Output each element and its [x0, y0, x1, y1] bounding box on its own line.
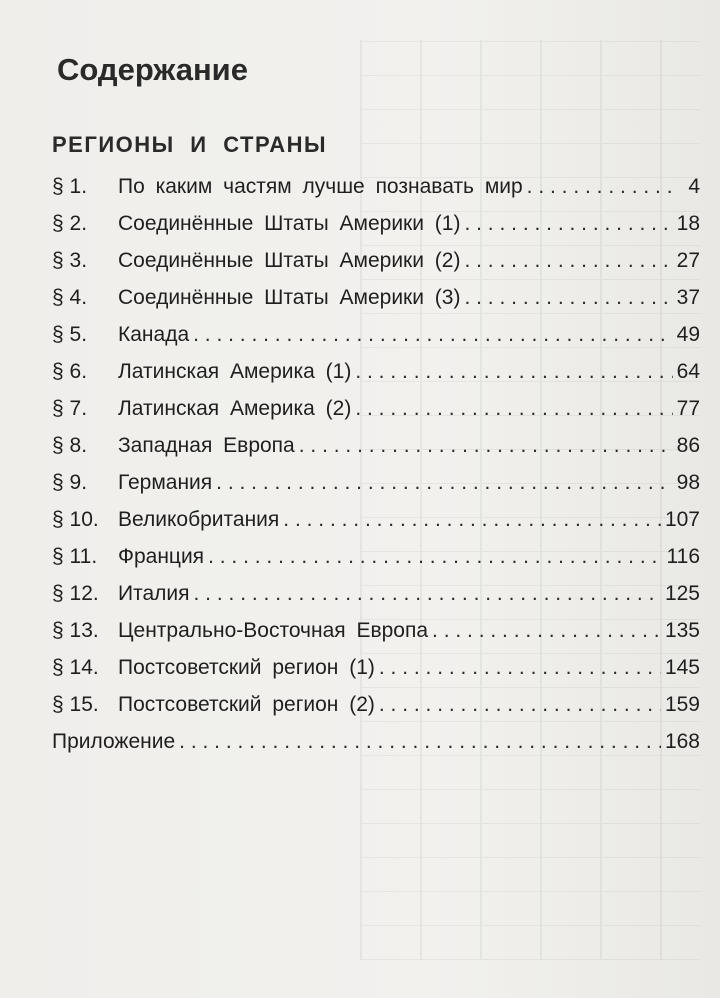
- entry-page: 49: [676, 323, 700, 346]
- dot-leader: [355, 390, 672, 427]
- toc-entry: [52, 168, 700, 205]
- entry-page: 27: [676, 249, 700, 272]
- toc-entry: [52, 390, 700, 427]
- entry-title: Постсоветский регион (2): [118, 693, 375, 716]
- entry-title: Италия: [118, 582, 190, 605]
- entry-page: 86: [676, 434, 700, 457]
- entry-page: 98: [676, 471, 700, 494]
- dot-leader: [464, 279, 672, 316]
- dot-leader: [179, 723, 661, 760]
- entry-title: Центрально-Восточная Европа: [118, 619, 429, 642]
- entry-page: 125: [664, 582, 700, 605]
- entry-number: § 12.: [52, 582, 99, 605]
- appendix-title: Приложение: [52, 730, 176, 753]
- dot-leader: [208, 538, 662, 575]
- entry-title: Германия: [118, 471, 213, 494]
- dot-leader: [194, 575, 661, 612]
- entry-title: Соединённые Штаты Америки (3): [118, 286, 461, 309]
- entry-title: Соединённые Штаты Америки (1): [118, 212, 461, 235]
- page-title: Содержание: [57, 52, 248, 87]
- entry-page: 159: [664, 693, 700, 716]
- entry-title: Латинская Америка (1): [118, 360, 352, 383]
- toc-entry: [52, 242, 700, 279]
- appendix-page: 168: [664, 730, 700, 753]
- toc-entry: [52, 612, 700, 649]
- entry-page: 135: [664, 619, 700, 642]
- entry-number: § 2.: [52, 212, 88, 235]
- dot-leader: [464, 205, 672, 242]
- entry-number: § 1.: [52, 175, 88, 198]
- entry-page: 18: [676, 212, 700, 235]
- entry-page: 107: [664, 508, 700, 531]
- toc-entry: [52, 427, 700, 464]
- entry-number: § 15.: [52, 693, 99, 716]
- dot-leader: [432, 612, 661, 649]
- table-of-contents: [52, 168, 700, 760]
- entry-title: Западная Европа: [118, 434, 295, 457]
- entry-title: Канада: [118, 323, 190, 346]
- entry-title: Латинская Америка (2): [118, 397, 352, 420]
- entry-page: 77: [676, 397, 700, 420]
- dot-leader: [379, 649, 661, 686]
- entry-title: Соединённые Штаты Америки (2): [118, 249, 461, 272]
- dot-leader: [379, 686, 661, 723]
- section-heading: РЕГИОНЫ И СТРАНЫ: [52, 132, 328, 157]
- entry-page: 116: [666, 545, 700, 568]
- toc-entry: [52, 575, 700, 612]
- entry-number: § 9.: [52, 471, 88, 494]
- entry-page: 145: [664, 656, 700, 679]
- entry-title: Франция: [118, 545, 205, 568]
- entry-title: По каким частям лучше познавать мир: [118, 175, 523, 198]
- entry-page: 64: [676, 360, 700, 383]
- toc-entry: [52, 316, 700, 353]
- toc-entry: [52, 279, 700, 316]
- entry-title: Постсоветский регион (1): [118, 656, 375, 679]
- dot-leader: [216, 464, 672, 501]
- entry-number: § 4.: [52, 286, 88, 309]
- entry-number: § 3.: [52, 249, 88, 272]
- toc-appendix: [52, 723, 700, 760]
- toc-entry: [52, 353, 700, 390]
- entry-number: § 7.: [52, 397, 88, 420]
- entry-number: § 8.: [52, 434, 88, 457]
- dot-leader: [299, 427, 673, 464]
- entry-number: § 13.: [52, 619, 99, 642]
- toc-entry: [52, 538, 700, 575]
- entry-number: § 6.: [52, 360, 88, 383]
- entry-number: § 5.: [52, 323, 88, 346]
- toc-entry: [52, 501, 700, 538]
- dot-leader: [283, 501, 661, 538]
- entry-number: § 11.: [52, 545, 98, 568]
- dot-leader: [355, 353, 672, 390]
- toc-entry: [52, 649, 700, 686]
- entry-page: 4: [688, 175, 700, 198]
- dot-leader: [464, 242, 672, 279]
- entry-number: § 14.: [52, 656, 99, 679]
- entry-page: 37: [676, 286, 700, 309]
- toc-entry: [52, 464, 700, 501]
- dot-leader: [193, 316, 673, 353]
- entry-number: § 10.: [52, 508, 99, 531]
- entry-title: Великобритания: [118, 508, 280, 531]
- dot-leader: [527, 168, 674, 205]
- toc-entry: [52, 686, 700, 723]
- toc-entry: [52, 205, 700, 242]
